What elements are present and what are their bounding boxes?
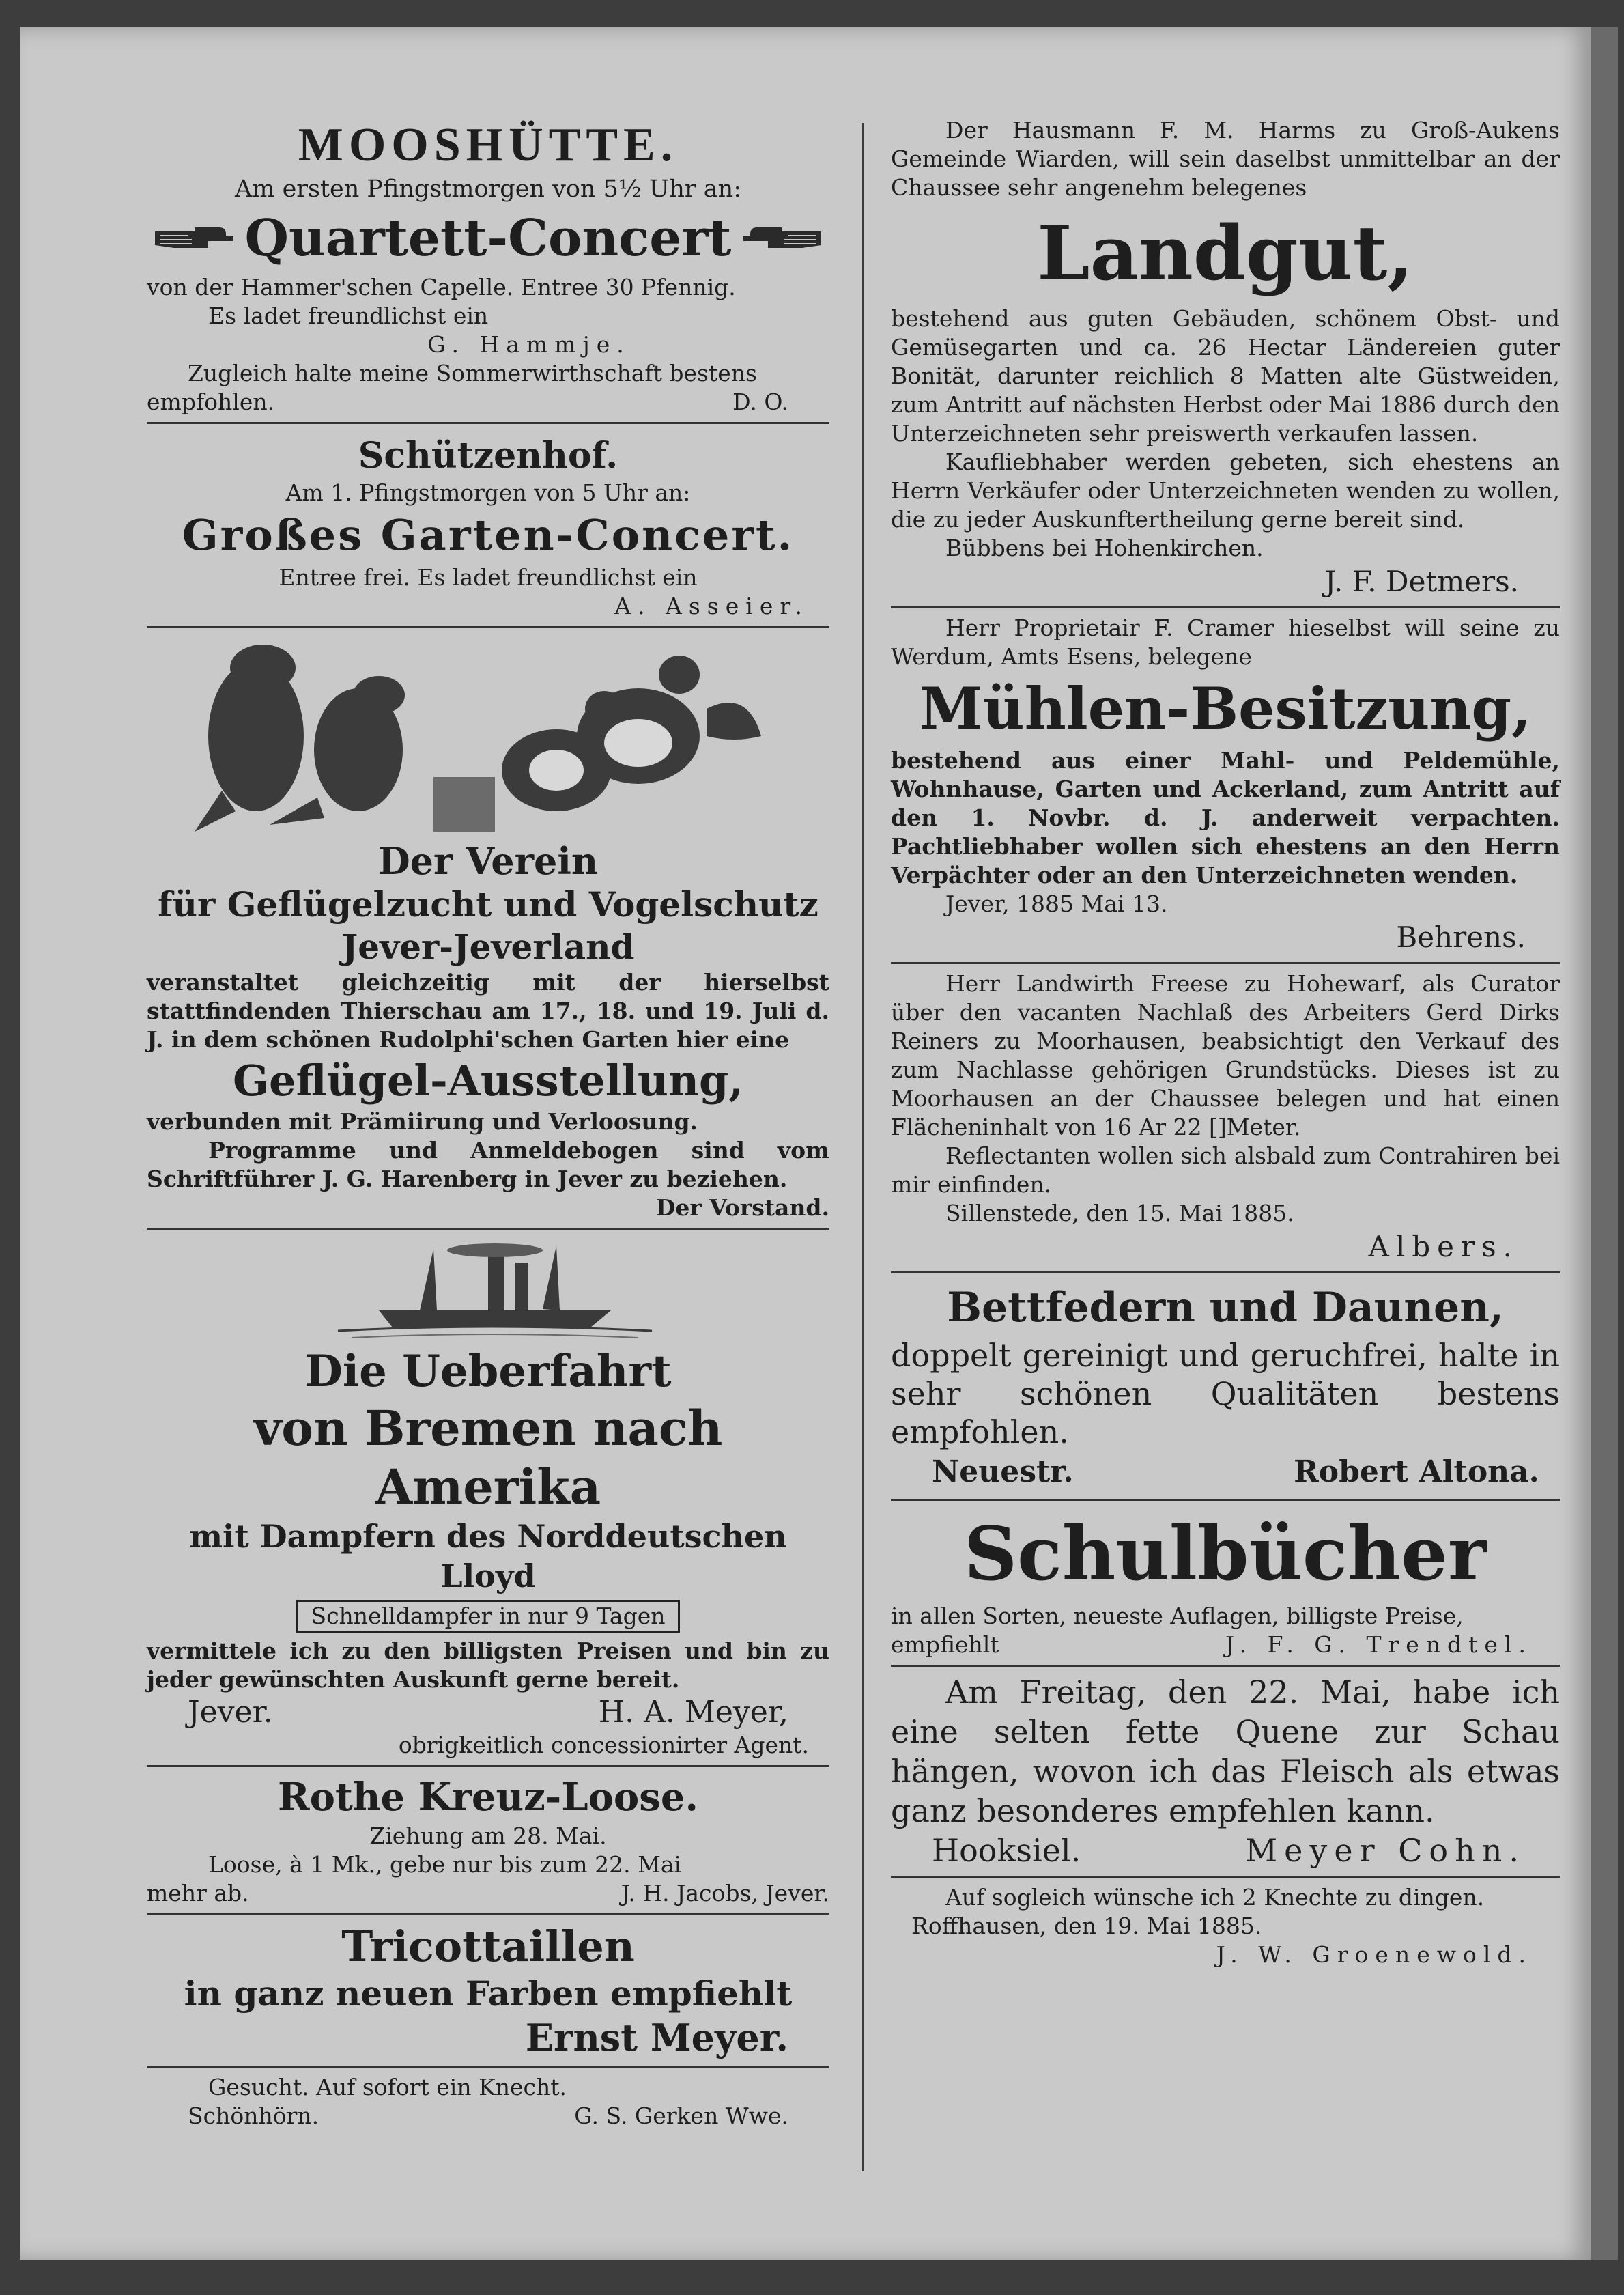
ueberfahrt-boxed: Schnelldampfer in nur 9 Tagen (296, 1600, 679, 1633)
pointing-hand-left-icon (741, 218, 823, 259)
tricot-line1: in ganz neuen Farben empfiehlt (184, 1973, 793, 2014)
schulbuecher-line2b: J. F. G. Trendtel. (1225, 1631, 1533, 1658)
divider (147, 422, 829, 424)
ad-muehle (891, 614, 1560, 964)
nachlass-date: Sillenstede, den 15. Mai 1885. (945, 1200, 1294, 1226)
muehle-headline: Mühlen-Besitzung, (919, 675, 1532, 742)
ad-gesucht (147, 2073, 829, 2130)
verein-line1: Der Verein (377, 839, 599, 883)
quene-signer: Meyer Cohn. (1245, 1832, 1526, 1869)
pigeons-and-chickens-illustration (147, 634, 829, 839)
ad-tricot (147, 1921, 829, 2068)
knechte-date: Roffhausen, den 19. Mai 1885. (911, 1913, 1262, 1939)
mooshuette-line1: Am ersten Pfingstmorgen von 5½ Uhr an: (234, 175, 741, 203)
left-column (147, 116, 829, 2130)
mooshuette-line4: Zugleich halte meine Sommerwirthschaft bestens (188, 360, 757, 386)
schulbuecher-line2a: empfiehlt (891, 1631, 999, 1658)
loose-title: Rothe Kreuz-Loose. (278, 1775, 698, 1820)
divider (891, 1876, 1560, 1878)
ad-loose (147, 1773, 829, 1915)
gesucht-line1: Gesucht. Auf sofort ein Knecht. (208, 2074, 567, 2100)
tricot-title: Tricottaillen (341, 1921, 635, 1971)
landgut-intro: Der Hausmann F. M. Harms zu Groß-Aukens Gemeinde Wiarden, will sein daselbst unmittelbar an der Chaussee sehr angenehm belegenes (891, 117, 1560, 201)
ueberfahrt-role: obrigkeitlich concessionirter Agent. (398, 1732, 809, 1758)
loose-line1: Ziehung am 28. Mai. (369, 1822, 607, 1849)
schuetzenhof-headline: Großes Garten-Concert. (182, 510, 795, 560)
loose-line2a: mehr ab. (147, 1880, 249, 1906)
divider (891, 606, 1560, 608)
divider (147, 2066, 829, 2068)
nachlass-body2: Reflectanten wollen sich alsbald zum Contrahiren bei mir einfinden. (891, 1142, 1560, 1198)
mooshuette-line5b: D. O. (732, 389, 788, 415)
mooshuette-title: MOOSHÜTTE. (298, 119, 679, 171)
ad-quene (891, 1672, 1560, 1878)
ad-schuetzenhof (147, 434, 829, 628)
ad-nachlass (891, 970, 1560, 1273)
tricot-signer: Ernst Meyer. (525, 2016, 788, 2059)
nachlass-signer: Albers. (1368, 1230, 1519, 1263)
landgut-place: Bübbens bei Hohenkirchen. (945, 535, 1264, 561)
divider (147, 1765, 829, 1767)
page-edge (1591, 27, 1618, 2260)
gesucht-line2a: Schönhörn. (188, 2102, 319, 2129)
schuetzenhof-signer: A. Asseier. (614, 593, 809, 619)
schuetzenhof-line2: Entree frei. Es ladet freundlichst ein (279, 564, 698, 591)
quene-body: Am Freitag, den 22. Mai, habe ich eine selten fette Quene zur Schau hängen, wovon ich das Fleisch als etwas ganz besonderes empfehlen kann. (891, 1674, 1560, 1829)
quene-place: Hooksiel. (932, 1832, 1081, 1869)
landgut-headline: Landgut, (1037, 209, 1414, 297)
bettfedern-headline: Bettfedern und Daunen, (947, 1284, 1504, 1332)
loose-line2b: J. H. Jacobs, Jever. (621, 1880, 829, 1906)
knechte-signer: J. W. Groenewold. (1216, 1941, 1533, 1968)
muehle-body: bestehend aus einer Mahl- und Peldemühle, Wohnhause, Garten und Ackerland, zum Antritt auf den 1. Novbr. d. J. anderweit verpachten. Pachtliebhaber wollen sich ehestens an den Herrn Verpächter oder an den Unterzeichneten wenden. (891, 747, 1560, 888)
schulbuecher-headline: Schulbücher (964, 1511, 1487, 1597)
steamship-illustration (147, 1235, 829, 1344)
mooshuette-line3: Es ladet freundlichst ein (208, 302, 489, 329)
divider (147, 1913, 829, 1915)
bettfedern-signer: Robert Altona. (1294, 1454, 1539, 1489)
gesucht-line2b: G. S. Gerken Wwe. (574, 2102, 788, 2129)
ad-schulbuecher (891, 1506, 1560, 1667)
schuetzenhof-title: Schützenhof. (358, 435, 618, 477)
divider (891, 1271, 1560, 1273)
mooshuette-headline: Quartett-Concert (244, 209, 732, 268)
verein-signer: Der Vorstand. (655, 1194, 829, 1221)
nachlass-body: Herr Landwirth Freese zu Hohewarf, als Curator über den vacanten Nachlaß des Arbeiters Gerd Dirks Reiners zu Moorhausen, beabsichtigt den Verkauf des zum Nachlasse gehörigen Grundstücks. Dieses ist zu Moorhausen an der Chaussee belegen und hat einen Flächeninhalt von 16 Ar 22 []Meter. (891, 970, 1560, 1140)
verein-line3: Jever-Jeverland (341, 927, 635, 967)
ad-knechte (891, 1883, 1560, 1969)
ueberfahrt-place: Jever. (188, 1695, 273, 1730)
muehle-intro: Herr Proprietair F. Cramer hieselbst will seine zu Werdum, Amts Esens, belegene (891, 615, 1560, 670)
muehle-signer: Behrens. (1396, 920, 1526, 954)
ueberfahrt-signer: H. A. Meyer, (598, 1695, 788, 1730)
pointing-hand-right-icon (154, 218, 236, 259)
bettfedern-body: doppelt gereinigt und geruchfrei, halte in sehr schönen Qualitäten bestens empfohlen. (891, 1337, 1560, 1450)
ueberfahrt-body: vermittele ich zu den billigsten Preisen und bin zu jeder gewünschten Auskunft gerne bereit. (147, 1637, 829, 1693)
mooshuette-line5a: empfohlen. (147, 389, 275, 415)
ueberfahrt-line2: von Bremen nach Amerika (253, 1400, 723, 1515)
column-divider (862, 123, 864, 2171)
verein-body: veranstaltet gleichzeitig mit der hierselbst stattfindenden Thierschau am 17., 18. und 19. Juli d. J. in dem schönen Rudolphi'schen Garten hier eine (147, 969, 829, 1053)
bettfedern-place: Neuestr. (932, 1454, 1074, 1489)
divider (891, 962, 1560, 964)
right-column (891, 116, 1560, 1969)
ad-mooshuette (147, 116, 829, 424)
ad-ueberfahrt (147, 1235, 829, 1767)
muehle-date: Jever, 1885 Mai 13. (945, 890, 1168, 917)
loose-body: Loose, à 1 Mk., gebe nur bis zum 22. Mai (208, 1851, 682, 1878)
schuetzenhof-line1: Am 1. Pfingstmorgen von 5 Uhr an: (285, 479, 691, 506)
verein-line4: verbunden mit Prämiirung und Verloosung. (147, 1108, 698, 1135)
divider (891, 1665, 1560, 1667)
ad-verein (147, 634, 829, 1230)
divider (147, 1228, 829, 1230)
landgut-signer: J. F. Detmers. (1324, 565, 1519, 598)
schulbuecher-line1: in allen Sorten, neueste Auflagen, billigste Preise, (891, 1603, 1464, 1629)
landgut-body: bestehend aus guten Gebäuden, schönem Obst- und Gemüsegarten und ca. 26 Hectar Ländereien guter Bonität, darunter reichlich 8 Matten alte Güstweiden, zum Antritt auf nächsten Herbst oder Mai 1886 durch den Unterzeichneten sehr preiswerth verkaufen lassen. (891, 305, 1560, 447)
ad-landgut (891, 116, 1560, 608)
mooshuette-line2: von der Hammer'schen Capelle. Entree 30 Pfennig. (147, 274, 736, 300)
knechte-body: Auf sogleich wünsche ich 2 Knechte zu dingen. (945, 1884, 1485, 1911)
verein-headline: Geflügel-Ausstellung, (233, 1056, 743, 1106)
verein-line5: Programme und Anmeldebogen sind vom Schriftführer J. G. Harenberg in Jever zu beziehen. (147, 1137, 829, 1192)
verein-line2: für Geflügelzucht und Vogelschutz (158, 884, 818, 925)
mooshuette-signer: G. Hammje. (427, 331, 631, 358)
landgut-body2: Kaufliebhaber werden gebeten, sich ehestens an Herrn Verkäufer oder Unterzeichneten wenden zu wollen, die zu jeder Auskunftertheilung gerne bereit sind. (891, 449, 1560, 533)
divider (891, 1499, 1560, 1501)
divider (147, 626, 829, 628)
ueberfahrt-line3: mit Dampfern des Norddeutschen Lloyd (189, 1518, 787, 1594)
ueberfahrt-line1: Die Ueberfahrt (304, 1346, 672, 1397)
ad-bettfedern (891, 1279, 1560, 1501)
